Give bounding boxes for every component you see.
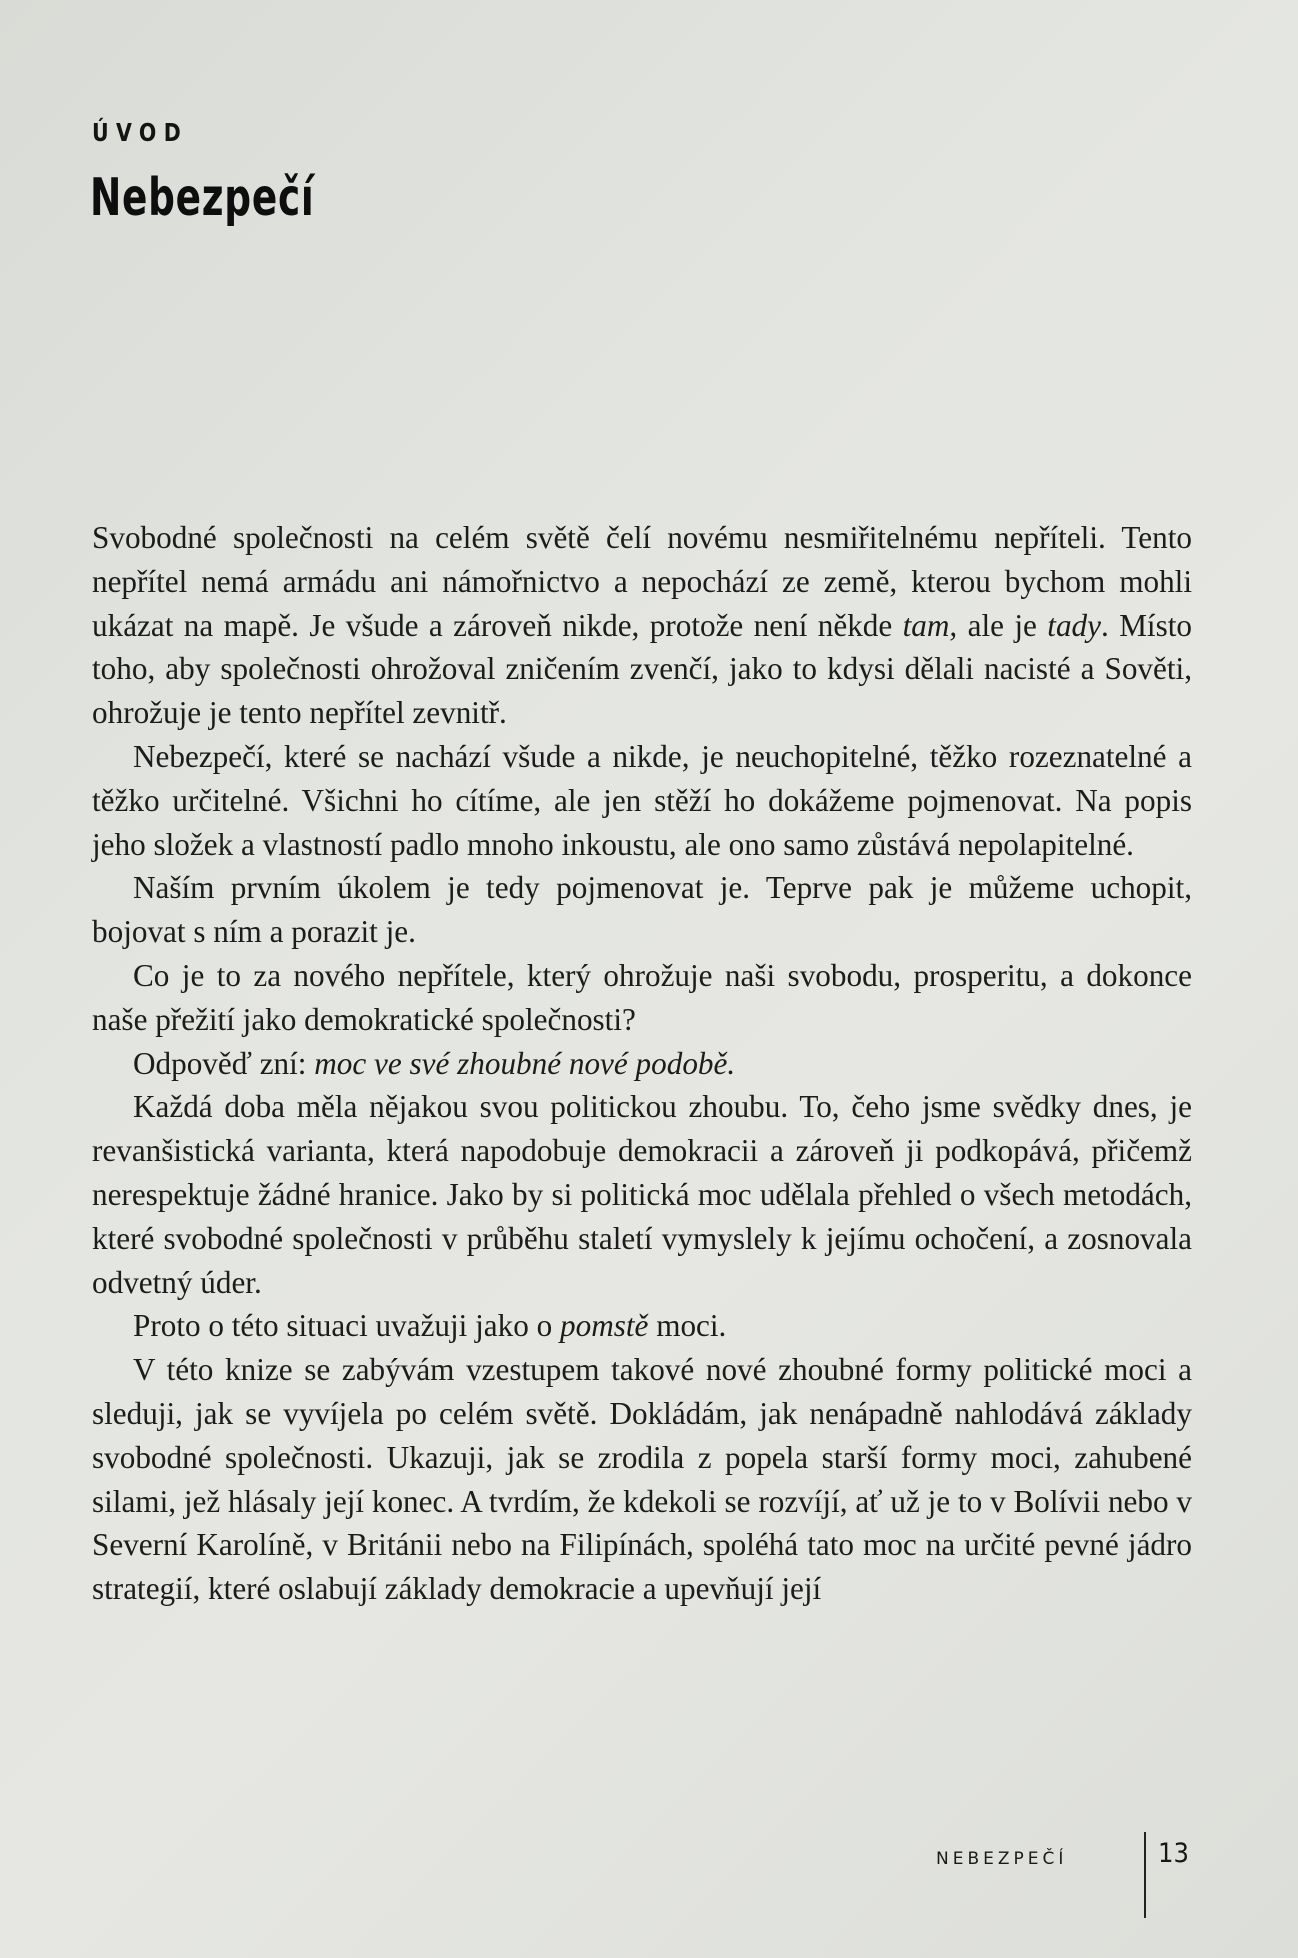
- paragraph-5-emphasis: moc ve své zhoubné nové podobě.: [314, 1045, 736, 1081]
- footer-divider: [1144, 1832, 1146, 1918]
- paragraph-7: [92, 1304, 1192, 1348]
- paragraph-5-text-a: Odpověď zní:: [133, 1045, 315, 1081]
- paragraph-1-text-c: . Místo toho, aby společnosti ohrožoval zničením zvenčí, jako to kdysi dělali nacisté a Sověti, ohrožuje je tento nepřítel zevnitř.: [92, 607, 1192, 731]
- paragraph-2: Nebezpečí, které se nachází všude a nikde, je neuchopitelné, těžko rozeznatelné a těžko určitelné. Všichni ho cítíme, ale jen stěží ho dokážeme pojmenovat. Na popis jeho složek a vlastností padlo mnoho inkoustu, ale ono samo zůstává nepolapitelné.: [92, 738, 1192, 862]
- chapter-label: ÚVOD: [92, 118, 189, 147]
- running-head: NEBEZPEČÍ: [936, 1849, 1068, 1869]
- body-text: [92, 516, 1192, 1611]
- paragraph-7-emphasis: pomstě: [560, 1308, 649, 1344]
- paragraph-3: Naším prvním úkolem je tedy pojmenovat je. Teprve pak je můžeme uchopit, bojovat s ním a porazit je.: [92, 870, 1192, 950]
- paragraph-1-text-a: Svobodné společnosti na celém světě čelí novému nesmiřitelnému nepříteli. Tento nepřítel nemá armádu ani námořnictvo a nepochází ze země, kterou bychom mohli ukázat na mapě. Je všude a zároveň nikde, protože není někde: [92, 520, 1192, 643]
- paragraph-7-text-b: moci.: [648, 1308, 727, 1344]
- paragraph-4: Co je to za nového nepřítele, který ohrožuje naši svobodu, prosperitu, a dokonce naše přežití jako demokratické společnosti?: [92, 957, 1192, 1037]
- page-number: 13: [1158, 1838, 1189, 1869]
- paragraph-6: Každá doba měla nějakou svou politickou zhoubu. To, čeho jsme svědky dnes, je revanšistická varianta, která napodobuje demokracii a zároveň ji podkopává, přičemž nerespektuje žádné hranice. Jako by si politická moc udělala přehled o všech metodách, které svobodné společnosti v průběhu staletí vymyslely k jejímu ochočení, a zosnovala odvetný úder.: [92, 1089, 1192, 1300]
- paragraph-7-text-a: Proto o této situaci uvažuji jako o: [133, 1308, 561, 1344]
- paragraph-1-emphasis-tady: tady: [1047, 607, 1101, 643]
- paragraph-1-emphasis-tam: tam,: [902, 607, 958, 643]
- paragraph-1: [92, 516, 1192, 735]
- paragraph-8: V této knize se zabývám vzestupem takové nové zhoubné formy politické moci a sleduji, jak se vyvíjela po celém světě. Dokládám, jak nenápadně nahlodává základy svobodné společnosti. Ukazuji, jak se zrodila z popela starší formy moci, zahubené silami, jež hlásaly její konec. A tvrdím, že kdekoli se rozvíjí, ať už je to v Bolívii nebo v Severní Karolíně, v Británii nebo na Filipínách, spoléhá tato moc na určité pevné jádro strategií, které oslabují základy demokracie a upevňují její: [92, 1352, 1192, 1607]
- paragraph-5: [92, 1042, 1192, 1086]
- paragraph-1-text-b: ale je: [957, 607, 1048, 643]
- chapter-title: Nebezpečí: [90, 168, 315, 228]
